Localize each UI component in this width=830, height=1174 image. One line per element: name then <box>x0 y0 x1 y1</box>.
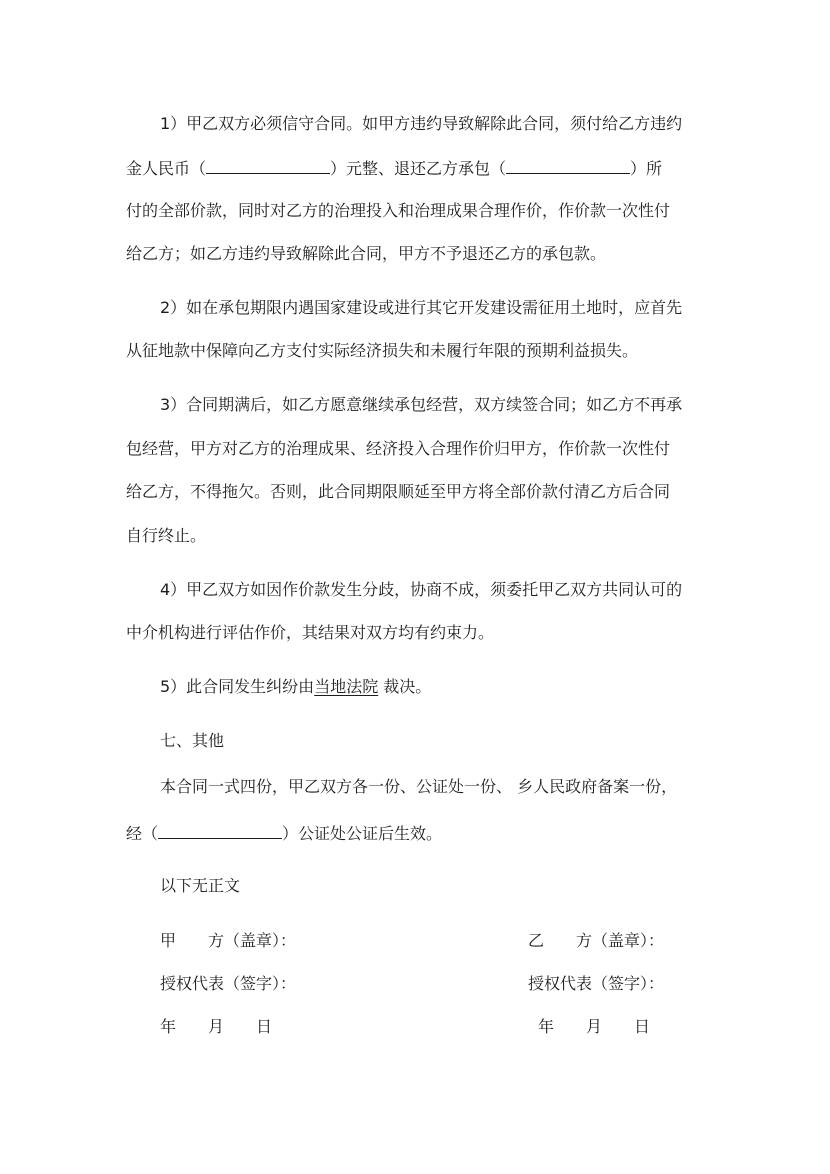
party-b-day: 日 <box>634 1017 651 1036</box>
clause-3-line-4: 自行终止。 <box>126 526 207 545</box>
clause-1-line-2 <box>126 155 706 179</box>
party-a-year: 年 <box>160 1017 177 1036</box>
clause-5-line <box>160 675 740 699</box>
clause-5-text-pre: 5）此合同发生纠纷由 <box>160 677 315 696</box>
party-a-seal-label <box>160 929 296 953</box>
clause-1-line-1: 1）甲乙双方必须信守合同。如甲方违约导致解除此合同，须付给乙方违约 <box>160 114 683 133</box>
party-a-rep-label: 授权代表（签字）： <box>160 974 297 993</box>
party-a-day: 日 <box>256 1017 273 1036</box>
clause-2-line-2: 从征地款中保障向乙方支付实际经济损失和未履行年限的预期利益损失。 <box>126 341 639 360</box>
clause-3-line-1: 3）合同期满后，如乙方愿意继续承包经营，双方续签合同；如乙方不再承 <box>160 395 683 414</box>
end-note: 以下无正文 <box>160 876 241 895</box>
contract-amount-blank[interactable] <box>506 155 630 174</box>
section-7-line-1: 本合同一式四份，甲乙双方各一份、公证处一份、 乡人民政府备案一份， <box>160 777 678 796</box>
clause-4-line-2: 中介机构进行评估作价，其结果对双方均有约束力。 <box>126 623 495 642</box>
party-b-year: 年 <box>538 1017 555 1036</box>
notary-office-blank[interactable] <box>158 820 282 839</box>
clause-2-line-1: 2）如在承包期限内遇国家建设或进行其它开发建设需征用土地时，应首先 <box>160 298 683 317</box>
clause-1-text-c: ）所 <box>630 159 663 178</box>
party-a-char: 甲 <box>160 931 177 950</box>
clause-5-text-post: 裁决。 <box>383 677 432 696</box>
party-b-rep-label: 授权代表（签字）： <box>528 974 665 993</box>
clause-4-line-1: 4）甲乙双方如因作价款发生分歧，协商不成，须委托甲乙双方共同认可的 <box>160 580 683 599</box>
party-a-seal-text: 方（盖章）： <box>208 931 297 950</box>
court-name: 当地法院 <box>314 677 379 696</box>
party-b-date <box>538 1015 650 1039</box>
party-b-seal-label <box>528 929 664 953</box>
section-7-title: 七、其他 <box>160 731 225 750</box>
party-a-date <box>160 1015 272 1039</box>
party-b-month: 月 <box>586 1017 603 1036</box>
party-a-month: 月 <box>208 1017 225 1036</box>
section-7-text-a: 经（ <box>126 824 159 843</box>
clause-1-text-b: ）元整、退还乙方承包（ <box>330 159 507 178</box>
section-7-line-2 <box>126 820 706 844</box>
clause-1-line-3: 付的全部价款，同时对乙方的治理投入和治理成果合理作价，作价款一次性付 <box>126 201 671 220</box>
penalty-amount-blank[interactable] <box>206 155 330 174</box>
clause-3-line-3: 给乙方，不得拖欠。否则，此合同期限顺延至甲方将全部价款付清乙方后合同 <box>126 482 671 501</box>
section-7-text-b: ）公证处公证后生效。 <box>282 824 443 843</box>
clause-1-text-a: 金人民币（ <box>126 159 207 178</box>
party-b-char: 乙 <box>528 931 545 950</box>
party-b-seal-text: 方（盖章）： <box>576 931 665 950</box>
clause-1-line-4: 给乙方；如乙方违约导致解除此合同，甲方不予退还乙方的承包款。 <box>126 244 607 263</box>
clause-3-line-2: 包经营，甲方对乙方的治理成果、经济投入合理作价归甲方，作价款一次性付 <box>126 439 671 458</box>
